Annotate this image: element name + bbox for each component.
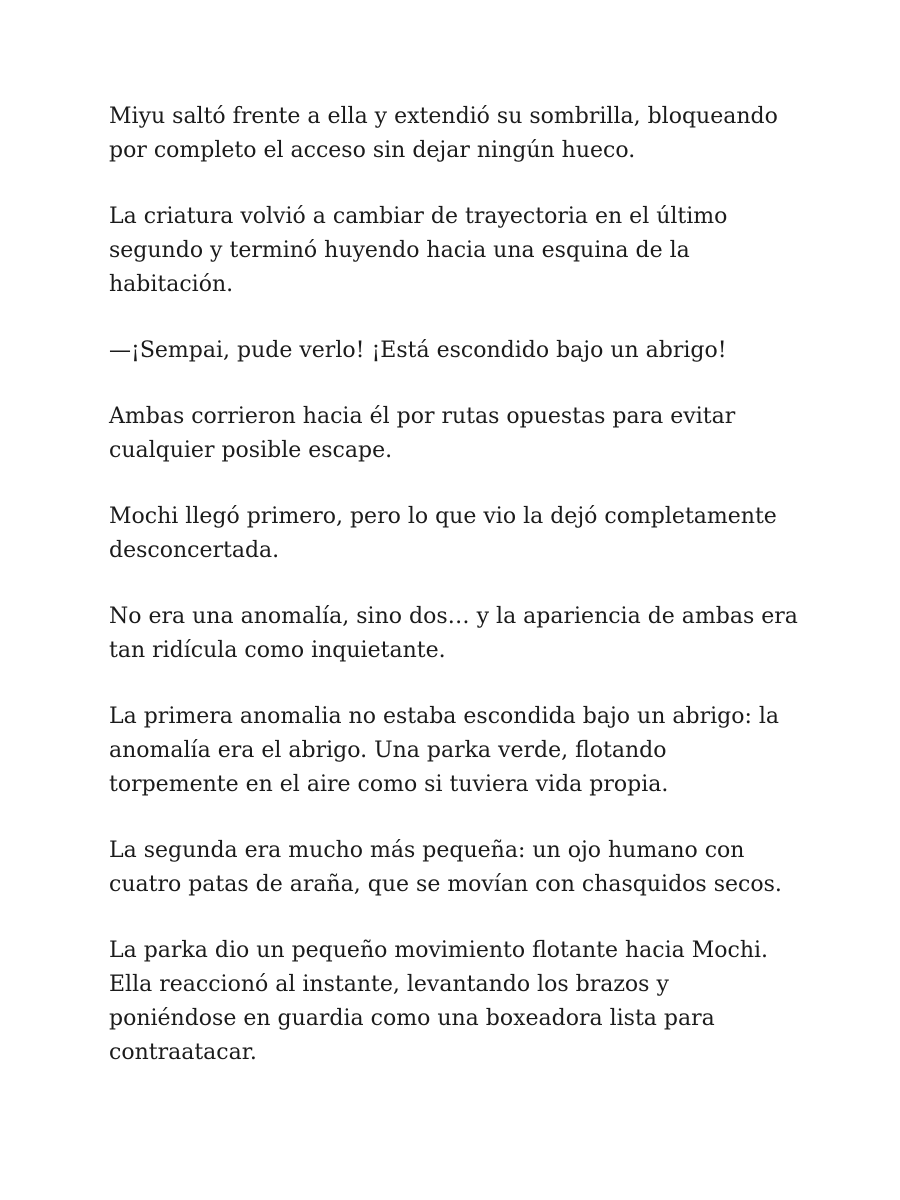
text-line: —¡Sempai, pude verlo! ¡Está escondido bajo un abrigo! — [109, 338, 727, 363]
text-line: Ambas corrieron hacia él por rutas opuestas para evitar — [109, 404, 736, 429]
story-text — [109, 100, 809, 1102]
paragraph-2 — [109, 200, 809, 302]
paragraph-7 — [109, 700, 809, 802]
paragraph-1 — [109, 100, 809, 168]
text-line: anomalía era el abrigo. Una parka verde, flotando — [109, 738, 667, 763]
text-line: La segunda era mucho más pequeña: un ojo humano con — [109, 838, 745, 863]
paragraph-3-dialogue — [109, 334, 809, 368]
text-line: desconcertada. — [109, 538, 280, 563]
text-line: La primera anomalia no estaba escondida bajo un abrigo: la — [109, 704, 780, 729]
text-line: contraatacar. — [109, 1040, 257, 1065]
paragraph-9 — [109, 934, 809, 1070]
paragraph-6 — [109, 600, 809, 668]
text-line: No era una anomalía, sino dos… y la apariencia de ambas era — [109, 604, 798, 629]
text-line: habitación. — [109, 272, 234, 297]
text-line: cualquier posible escape. — [109, 438, 393, 463]
text-line: Ella reaccionó al instante, levantando los brazos y — [109, 972, 669, 997]
text-line: poniéndose en guardia como una boxeadora lista para — [109, 1006, 715, 1031]
text-line: Miyu saltó frente a ella y extendió su sombrilla, bloqueando — [109, 104, 778, 129]
text-line: tan ridícula como inquietante. — [109, 638, 446, 663]
text-line: La criatura volvió a cambiar de trayectoria en el último — [109, 204, 728, 229]
text-line: torpemente en el aire como si tuviera vida propia. — [109, 772, 669, 797]
text-line: La parka dio un pequeño movimiento flotante hacia Mochi. — [109, 938, 769, 963]
paragraph-5 — [109, 500, 809, 568]
text-line: cuatro patas de araña, que se movían con chasquidos secos. — [109, 872, 782, 897]
paragraph-4 — [109, 400, 809, 468]
text-line: Mochi llegó primero, pero lo que vio la dejó completamente — [109, 504, 777, 529]
text-line: por completo el acceso sin dejar ningún hueco. — [109, 138, 636, 163]
paragraph-8 — [109, 834, 809, 902]
text-line: segundo y terminó huyendo hacia una esquina de la — [109, 238, 690, 263]
